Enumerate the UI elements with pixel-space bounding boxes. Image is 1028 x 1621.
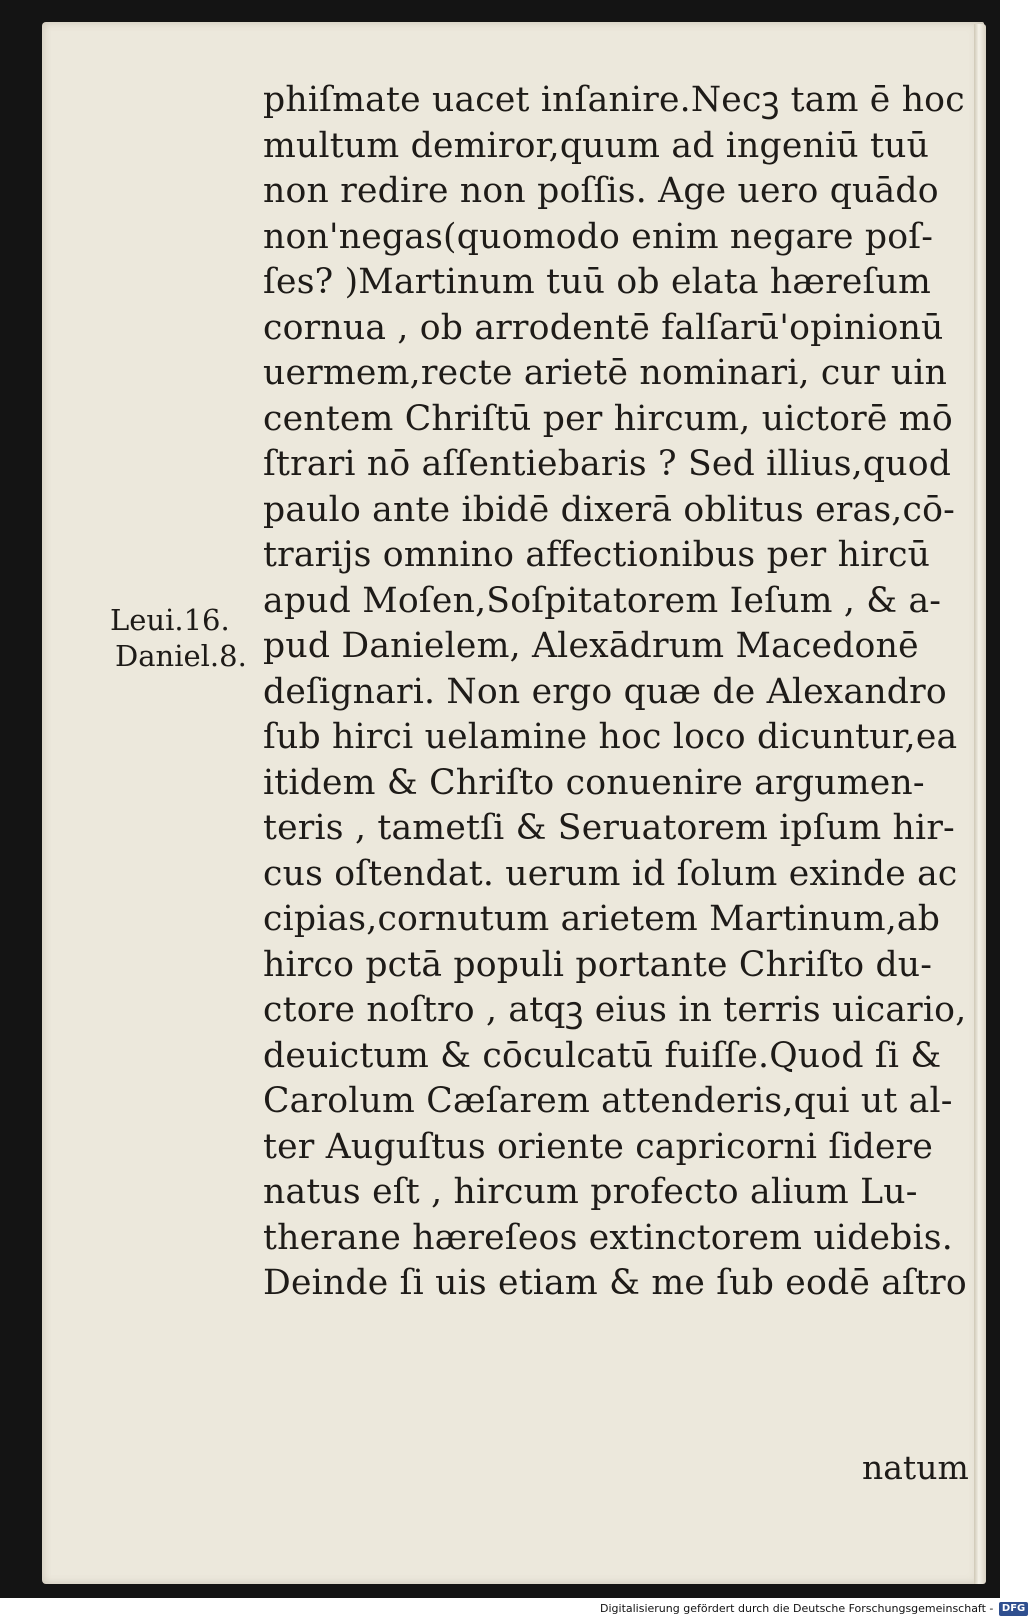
text-line: multum demiror,quum ad ingeniū tuū bbox=[263, 125, 930, 166]
text-line: non'negas(quomodo enim negare poſ- bbox=[263, 216, 934, 257]
text-line: centem Chriſtū per hircum, uictorē mō bbox=[263, 398, 953, 439]
text-line: ctore noſtro , atqꝫ eius in terris uicario, bbox=[263, 990, 967, 1030]
text-line: itidem & Chriſto conuenire argumen- bbox=[263, 762, 925, 803]
body-text bbox=[263, 78, 983, 1307]
dfg-logo: DFG bbox=[999, 1602, 1028, 1616]
text-line: natus eſt , hircum profecto alium Lu- bbox=[263, 1172, 918, 1212]
text-line: non redire non poſſis. Age uero quādo bbox=[263, 171, 939, 211]
text-line: Deinde ſi uis etiam & me ſub eodē aſtro bbox=[263, 1263, 967, 1303]
text-line: deuictum & cōculcatū fuiſſe.Quod ſi & bbox=[263, 1035, 942, 1076]
digitization-credit bbox=[600, 1599, 1026, 1619]
text-line: trarijs omnino affectionibus per hircū bbox=[263, 535, 931, 575]
text-line: paulo ante ibidē dixerā oblitus eras,cō- bbox=[263, 489, 956, 530]
text-line: Carolum Cæſarem attenderis,qui ut al- bbox=[263, 1081, 953, 1121]
text-line: phiſmate uacet inſanire.Necꝫ tam ē hoc bbox=[263, 80, 965, 120]
text-line: cipias,cornutum arietem Martinum,ab bbox=[263, 899, 941, 939]
credit-text: Digitalisierung gefördert durch die Deutsche Forschungsgemeinschaft - bbox=[600, 1602, 994, 1615]
text-line: hirco pctā populi portante Chriſto du- bbox=[263, 944, 933, 985]
margin-note-daniel: Daniel.8. bbox=[115, 639, 247, 673]
text-line: uermem,recte arietē nominari, cur uin bbox=[263, 353, 948, 393]
text-line: cornua , ob arrodentē falſarū'opinionū bbox=[263, 307, 944, 348]
text-line: ter Auguſtus oriente capricorni ſidere bbox=[263, 1126, 934, 1167]
text-line: apud Moſen,Soſpitatorem Ieſum , & a- bbox=[263, 580, 942, 621]
text-line: ſtrari nō aſſentiebaris ? Sed illius,quod bbox=[263, 444, 952, 484]
text-line: teris , tametſi & Seruatorem ipſum hir- bbox=[263, 808, 955, 848]
margin-note-leviticus: Leui.16. bbox=[110, 603, 230, 637]
text-line: ſes? )Martinum tuū ob elata hæreſum bbox=[263, 262, 932, 302]
text-line: pud Danielem, Alexādrum Macedonē bbox=[263, 626, 919, 666]
text-line: ſub hirci uelamine hoc loco dicuntur,ea bbox=[263, 717, 958, 757]
text-line: deſignari. Non ergo quæ de Alexandro bbox=[263, 671, 947, 712]
text-line: therane hæreſeos extinctorem uidebis. bbox=[263, 1217, 953, 1258]
text-line: cus oſtendat. uerum id ſolum exinde ac bbox=[263, 853, 958, 894]
catchword: natum bbox=[862, 1448, 969, 1487]
